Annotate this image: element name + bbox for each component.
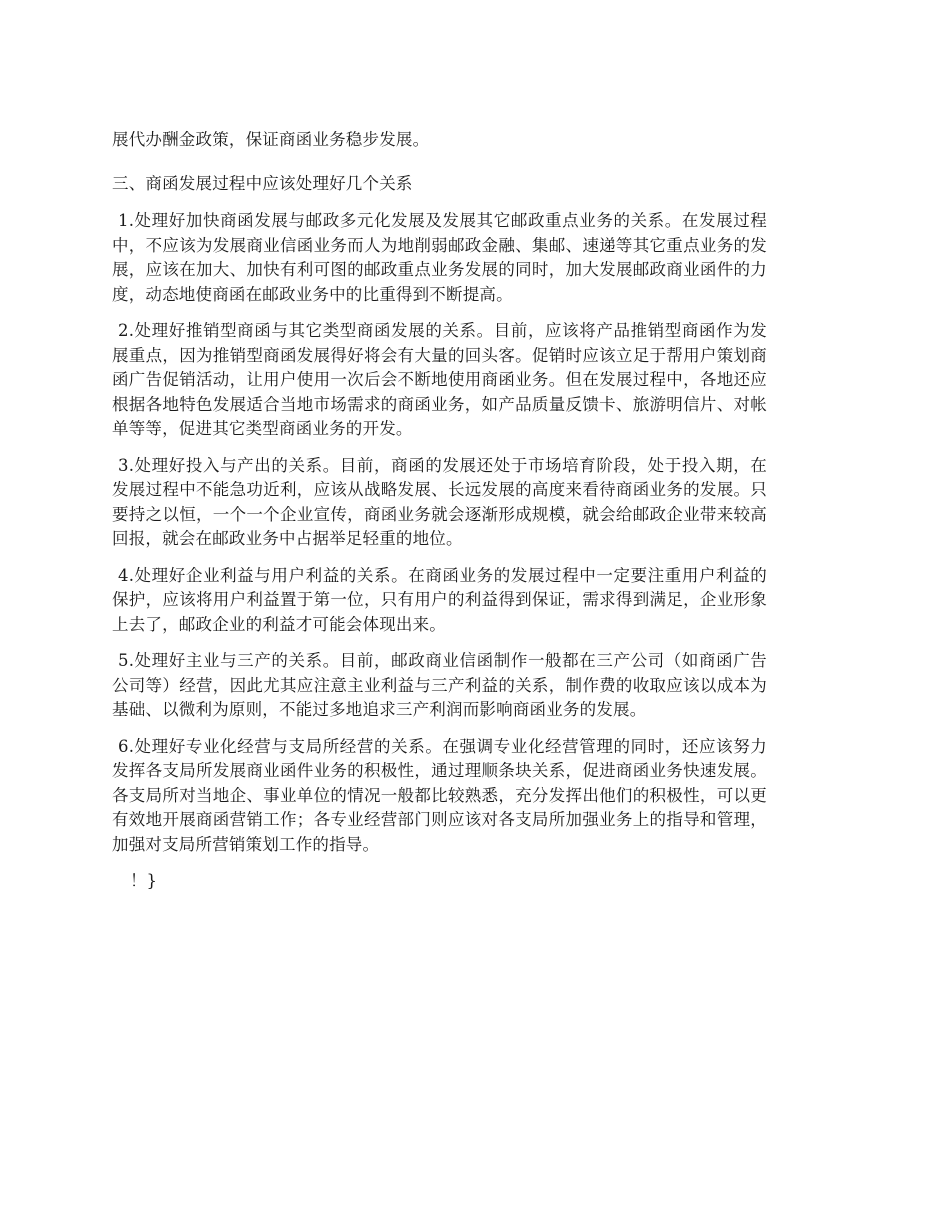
item-text: 处理好投入与产出的关系。目前，商函的发展还处于市场培育阶段，处于投入期，在发展过程中不能急功近利，应该从战略发展、长远发展的高度来看待商函业务的发展。只要持之以恒，一个一个企业宣传，商函业务就会逐渐形成规模，就会给邮政企业带来较高回报，就会在邮政业务中占据举足轻重的地位。 <box>112 455 767 548</box>
item-number: 6. <box>118 736 135 756</box>
item-number: 5. <box>118 651 135 670</box>
item-text: 处理好推销型商函与其它类型商函发展的关系。目前，应该将产品推销型商函作为发展重点，因为推销型商函发展得好将会有大量的回头客。促销时应该立足于帮用户策划商函广告促销活动，让用户使用一次后会不断地使用商函业务。但在发展过程中，各地还应根据各地特色发展适合当地市场需求的商函业务，如产品质量反馈卡、旅游明信片、对帐单等等，促进其它类型商函业务的开发。 <box>112 321 767 438</box>
item-text: 处理好加快商函发展与邮政多元化发展及发展其它邮政重点业务的关系。在发展过程中，不应该为发展商业信函业务而人为地削弱邮政金融、集邮、速递等其它重点业务的发展，应该在加大、加快有利可图的邮政重点业务发展的同时，加大发展邮政商业函件的力度，动态地使商函在邮政业务中的比重得到不断提高。 <box>112 211 767 304</box>
item-number: 4. <box>118 565 135 585</box>
item-number: 3. <box>118 455 135 475</box>
list-item <box>112 649 767 723</box>
item-number: 2. <box>118 321 135 340</box>
item-text: 处理好主业与三产的关系。目前，邮政商业信函制作一般都在三产公司（如商函广告公司等）经营，因此尤其应注意主业利益与三产利益的关系，制作费的收取应该以成本为基础、以微利为原则，不能过多地追求三产利润而影响商函业务的发展。 <box>112 651 767 719</box>
document-page <box>112 128 767 893</box>
list-item <box>112 319 767 442</box>
item-number: 1. <box>118 211 135 230</box>
list-item <box>112 454 767 552</box>
item-text: 处理好企业利益与用户利益的关系。在商函业务的发展过程中一定要注重用户利益的保护，应该将用户利益置于第一位，只有用户的利益得到保证，需求得到满足，企业形象上去了，邮政企业的利益才可能会体现出来。 <box>112 565 767 634</box>
list-item <box>112 209 767 307</box>
intro-paragraph: 展代办酬金政策，保证商函业务稳步发展。 <box>112 130 430 149</box>
list-item <box>112 735 767 858</box>
trailing-fragment: ！} <box>130 871 157 890</box>
item-text: 处理好专业化经营与支局所经营的关系。在强调专业化经营管理的同时，还应该努力发挥各支局所发展商业函件业务的积极性，通过理顺条块关系，促进商函业务快速发展。各支局所对当地企、事业单位的情况一般都比较熟悉，充分发挥出他们的积极性，可以更有效地开展商函营销工作；各专业经营部门则应该对各支局所加强业务上的指导和管理，加强对支局所营销策划工作的指导。 <box>112 736 767 854</box>
list-item <box>112 564 767 638</box>
section-heading: 三、商函发展过程中应该处理好几个关系 <box>112 173 413 193</box>
